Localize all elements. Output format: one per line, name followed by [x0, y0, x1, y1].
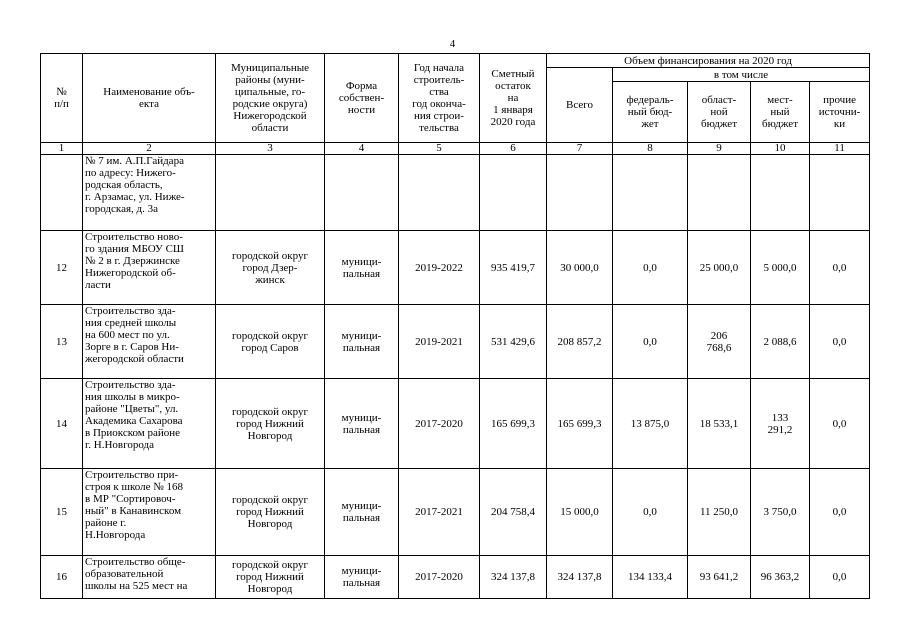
cell-district: городской округ город Саров: [216, 305, 325, 379]
cell-local: 2 088,6: [751, 305, 810, 379]
cell-estimate: 531 429,6: [480, 305, 547, 379]
header-num: № п/п: [41, 54, 83, 143]
cell-regional: 18 533,1: [688, 379, 751, 469]
cell-local: [751, 155, 810, 231]
cell-district: городской округ город Нижний Новгород: [216, 556, 325, 599]
cell-local: 133 291,2: [751, 379, 810, 469]
cell-district: городской округ город Нижний Новгород: [216, 469, 325, 556]
cell-num: [41, 155, 83, 231]
cell-estimate: [480, 155, 547, 231]
cell-num: 14: [41, 379, 83, 469]
column-number: 5: [399, 143, 480, 155]
column-number: 3: [216, 143, 325, 155]
cell-district: городской округ город Дзер- жинск: [216, 231, 325, 305]
header-other: прочие источни- ки: [810, 82, 870, 143]
cell-years: 2017-2021: [399, 469, 480, 556]
page-number: 4: [449, 38, 456, 50]
cell-other: 0,0: [810, 469, 870, 556]
header-regional: област- ной бюджет: [688, 82, 751, 143]
cell-federal: 0,0: [613, 469, 688, 556]
header-funding: Объем финансирования на 2020 год: [547, 54, 870, 68]
header-federal: федераль- ный бюд- жет: [613, 82, 688, 143]
cell-form: [325, 155, 399, 231]
cell-regional: 11 250,0: [688, 469, 751, 556]
cell-total: 15 000,0: [547, 469, 613, 556]
header-years: Год начала строитель- ства год оконча- ния строи- тельства: [399, 54, 480, 143]
header-estimate: Сметный остаток на 1 января 2020 года: [480, 54, 547, 143]
cell-other: 0,0: [810, 231, 870, 305]
cell-name: Строительство обще- образовательной школы на 525 мест на: [83, 556, 216, 599]
cell-regional: [688, 155, 751, 231]
cell-district: городской округ город Нижний Новгород: [216, 379, 325, 469]
header-including: в том числе: [613, 68, 870, 82]
table-row: [41, 231, 870, 305]
cell-federal: 0,0: [613, 231, 688, 305]
cell-other: [810, 155, 870, 231]
cell-years: 2017-2020: [399, 556, 480, 599]
cell-years: [399, 155, 480, 231]
cell-num: 16: [41, 556, 83, 599]
cell-federal: 0,0: [613, 305, 688, 379]
cell-other: 0,0: [810, 305, 870, 379]
funding-table: [40, 53, 870, 599]
table-row: [41, 556, 870, 599]
column-number-row: [41, 143, 870, 155]
cell-federal: 134 133,4: [613, 556, 688, 599]
cell-name: Строительство ново- го здания МБОУ СШ № 2 в г. Дзержинске Нижегородской об- ласти: [83, 231, 216, 305]
cell-local: 96 363,2: [751, 556, 810, 599]
cell-total: 208 857,2: [547, 305, 613, 379]
header-form: Форма собствен- ности: [325, 54, 399, 143]
cell-num: 13: [41, 305, 83, 379]
cell-total: [547, 155, 613, 231]
cell-local: 3 750,0: [751, 469, 810, 556]
cell-form: муници- пальная: [325, 556, 399, 599]
cell-form: муници- пальная: [325, 379, 399, 469]
column-number: 1: [41, 143, 83, 155]
cell-years: 2019-2022: [399, 231, 480, 305]
cell-other: 0,0: [810, 556, 870, 599]
column-number: 6: [480, 143, 547, 155]
cell-regional: 25 000,0: [688, 231, 751, 305]
table-row: [41, 305, 870, 379]
cell-regional: 93 641,2: [688, 556, 751, 599]
cell-estimate: 935 419,7: [480, 231, 547, 305]
cell-form: муници- пальная: [325, 231, 399, 305]
table-row: [41, 469, 870, 556]
cell-name: Строительство зда- ния школы в микро- районе "Цветы", ул. Академика Сахарова в Приокском районе г. Н.Новгорода: [83, 379, 216, 469]
column-number: 8: [613, 143, 688, 155]
column-number: 10: [751, 143, 810, 155]
cell-total: 165 699,3: [547, 379, 613, 469]
cell-num: 12: [41, 231, 83, 305]
column-number: 11: [810, 143, 870, 155]
cell-form: муници- пальная: [325, 469, 399, 556]
cell-num: 15: [41, 469, 83, 556]
table-row: [41, 155, 870, 231]
table-row: [41, 379, 870, 469]
column-number: 4: [325, 143, 399, 155]
header-row: [41, 54, 870, 68]
header-name: Наименование объ- екта: [83, 54, 216, 143]
header-district: Муниципальные районы (муни- ципальные, го- родские округа) Нижегородской области: [216, 54, 325, 143]
cell-estimate: 324 137,8: [480, 556, 547, 599]
cell-total: 324 137,8: [547, 556, 613, 599]
cell-local: 5 000,0: [751, 231, 810, 305]
cell-other: 0,0: [810, 379, 870, 469]
cell-federal: [613, 155, 688, 231]
column-number: 9: [688, 143, 751, 155]
cell-form: муници- пальная: [325, 305, 399, 379]
cell-estimate: 204 758,4: [480, 469, 547, 556]
cell-name: Строительство зда- ния средней школы на 600 мест по ул. Зорге в г. Саров Ни- жегородской области: [83, 305, 216, 379]
column-number: 2: [83, 143, 216, 155]
cell-estimate: 165 699,3: [480, 379, 547, 469]
cell-years: 2019-2021: [399, 305, 480, 379]
cell-years: 2017-2020: [399, 379, 480, 469]
column-number: 7: [547, 143, 613, 155]
cell-regional: 206 768,6: [688, 305, 751, 379]
cell-total: 30 000,0: [547, 231, 613, 305]
cell-district: [216, 155, 325, 231]
cell-name: № 7 им. А.П.Гайдара по адресу: Нижего- родская область, г. Арзамас, ул. Ниже- городская, д. 3а: [83, 155, 216, 231]
cell-name: Строительство при- строя к школе № 168 в МР "Сортировоч- ный" в Канавинском районе г. Н.Новгорода: [83, 469, 216, 556]
cell-federal: 13 875,0: [613, 379, 688, 469]
header-total: Всего: [547, 68, 613, 143]
header-local: мест- ный бюджет: [751, 82, 810, 143]
